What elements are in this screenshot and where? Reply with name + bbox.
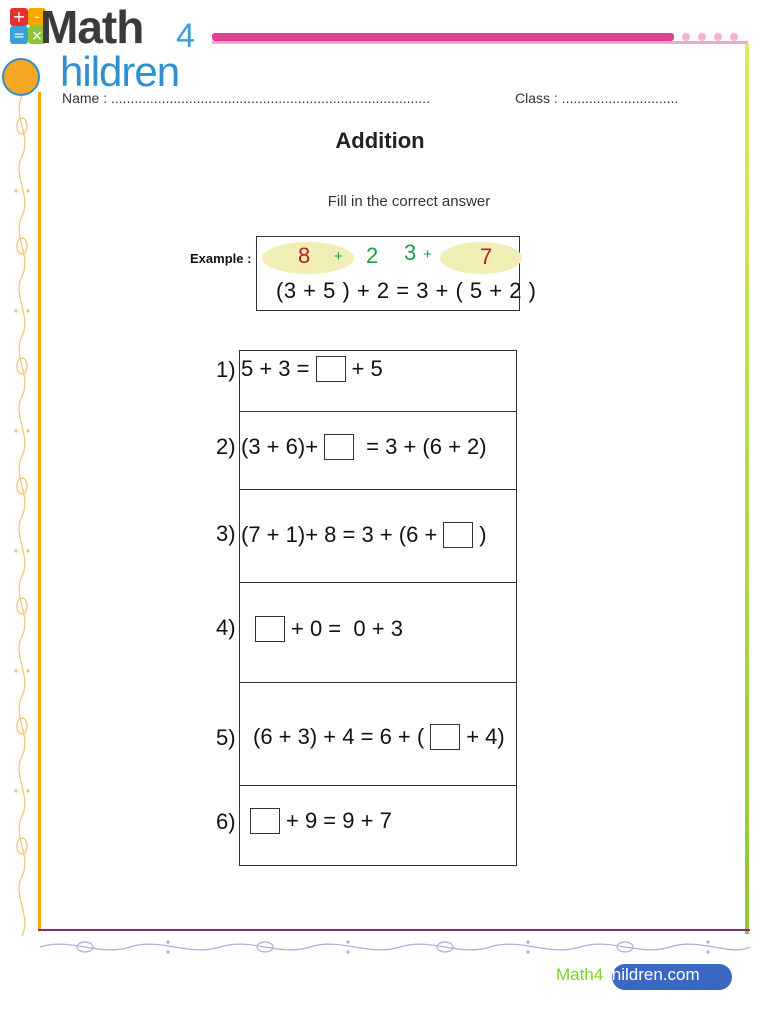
expression-text: 5 + 3 =	[241, 356, 310, 381]
footer-site-left: Math4	[556, 965, 604, 984]
table-row-divider	[239, 785, 517, 786]
svg-text:-: -	[34, 7, 40, 26]
footer-site-right: children.com	[603, 965, 700, 984]
problems-table	[239, 350, 517, 866]
example-label: Example :	[190, 251, 252, 266]
problem-number: 4)	[216, 615, 236, 640]
bottom-ornament-decoration	[40, 936, 750, 958]
logo-children-text	[30, 50, 179, 94]
answer-box[interactable]	[316, 356, 346, 382]
worksheet-title: Addition	[335, 128, 425, 153]
left-orange-border	[38, 92, 41, 930]
decor-dot	[730, 33, 738, 41]
example-equation: (3 + 5 ) + 2 = 3 + ( 5 + 2 )	[276, 278, 537, 303]
decor-dot	[682, 33, 690, 41]
table-row-divider	[239, 582, 517, 583]
answer-box[interactable]	[255, 616, 285, 642]
decor-dot	[698, 33, 706, 41]
expression-text: + 9 = 9 + 7	[286, 808, 392, 833]
problem-expression	[241, 522, 487, 548]
instruction-text: Fill in the correct answer	[327, 193, 491, 210]
svg-text:=: =	[13, 28, 25, 44]
expression-text: + 5	[351, 356, 383, 381]
logo-children-label: hildren	[60, 48, 180, 95]
table-row-divider	[239, 489, 517, 490]
decor-dot	[714, 33, 722, 41]
example-sum-left: 8	[298, 243, 311, 268]
answer-box[interactable]	[443, 522, 473, 548]
expression-text: + 4)	[466, 724, 505, 749]
answer-box[interactable]	[324, 434, 354, 460]
problem-number: 2)	[216, 434, 236, 459]
expression-text: (6 + 3) + 4 = 6 + (	[253, 724, 425, 749]
table-row-divider	[239, 682, 517, 683]
problem-number: 5)	[216, 725, 236, 750]
example-addend: 3	[404, 240, 417, 265]
problem-number: 6)	[216, 809, 236, 834]
bottom-purple-border	[38, 929, 750, 931]
left-ornament-decoration	[8, 96, 36, 936]
expression-text: (3 + 6)+	[241, 434, 319, 459]
right-green-border	[745, 44, 749, 934]
problem-expression	[241, 434, 487, 460]
expression-text: (7 + 1)+ 8 = 3 + (6 +	[241, 522, 438, 547]
example-sum-right: 7	[480, 244, 493, 269]
name-field-line: Name : ..................................................................................	[62, 90, 430, 106]
problem-number: 3)	[216, 521, 236, 546]
example-plus-sign: +	[334, 248, 343, 265]
answer-box[interactable]	[250, 808, 280, 834]
footer-site-link[interactable]	[556, 965, 700, 985]
svg-text:+: +	[12, 7, 26, 26]
class-field-line: Class : ..............................	[515, 90, 679, 106]
example-plus-sign: +	[423, 246, 432, 263]
logo-math-text: Math	[40, 1, 144, 53]
problem-expression	[255, 616, 403, 642]
expression-text: )	[479, 522, 487, 547]
example-addend: 2	[366, 243, 379, 268]
top-pink-line	[212, 41, 748, 44]
logo-four-text: 4	[176, 17, 195, 55]
expression-text: + 0 = 0 + 3	[291, 616, 403, 641]
svg-text:×: ×	[31, 28, 43, 44]
problem-expression	[253, 724, 505, 750]
answer-box[interactable]	[430, 724, 460, 750]
table-row-divider	[239, 411, 517, 412]
problem-expression	[241, 356, 383, 382]
expression-text: = 3 + (6 + 2)	[360, 434, 487, 459]
top-pink-bar	[212, 33, 674, 41]
problem-number: 1)	[216, 357, 236, 382]
problem-expression	[250, 808, 392, 834]
